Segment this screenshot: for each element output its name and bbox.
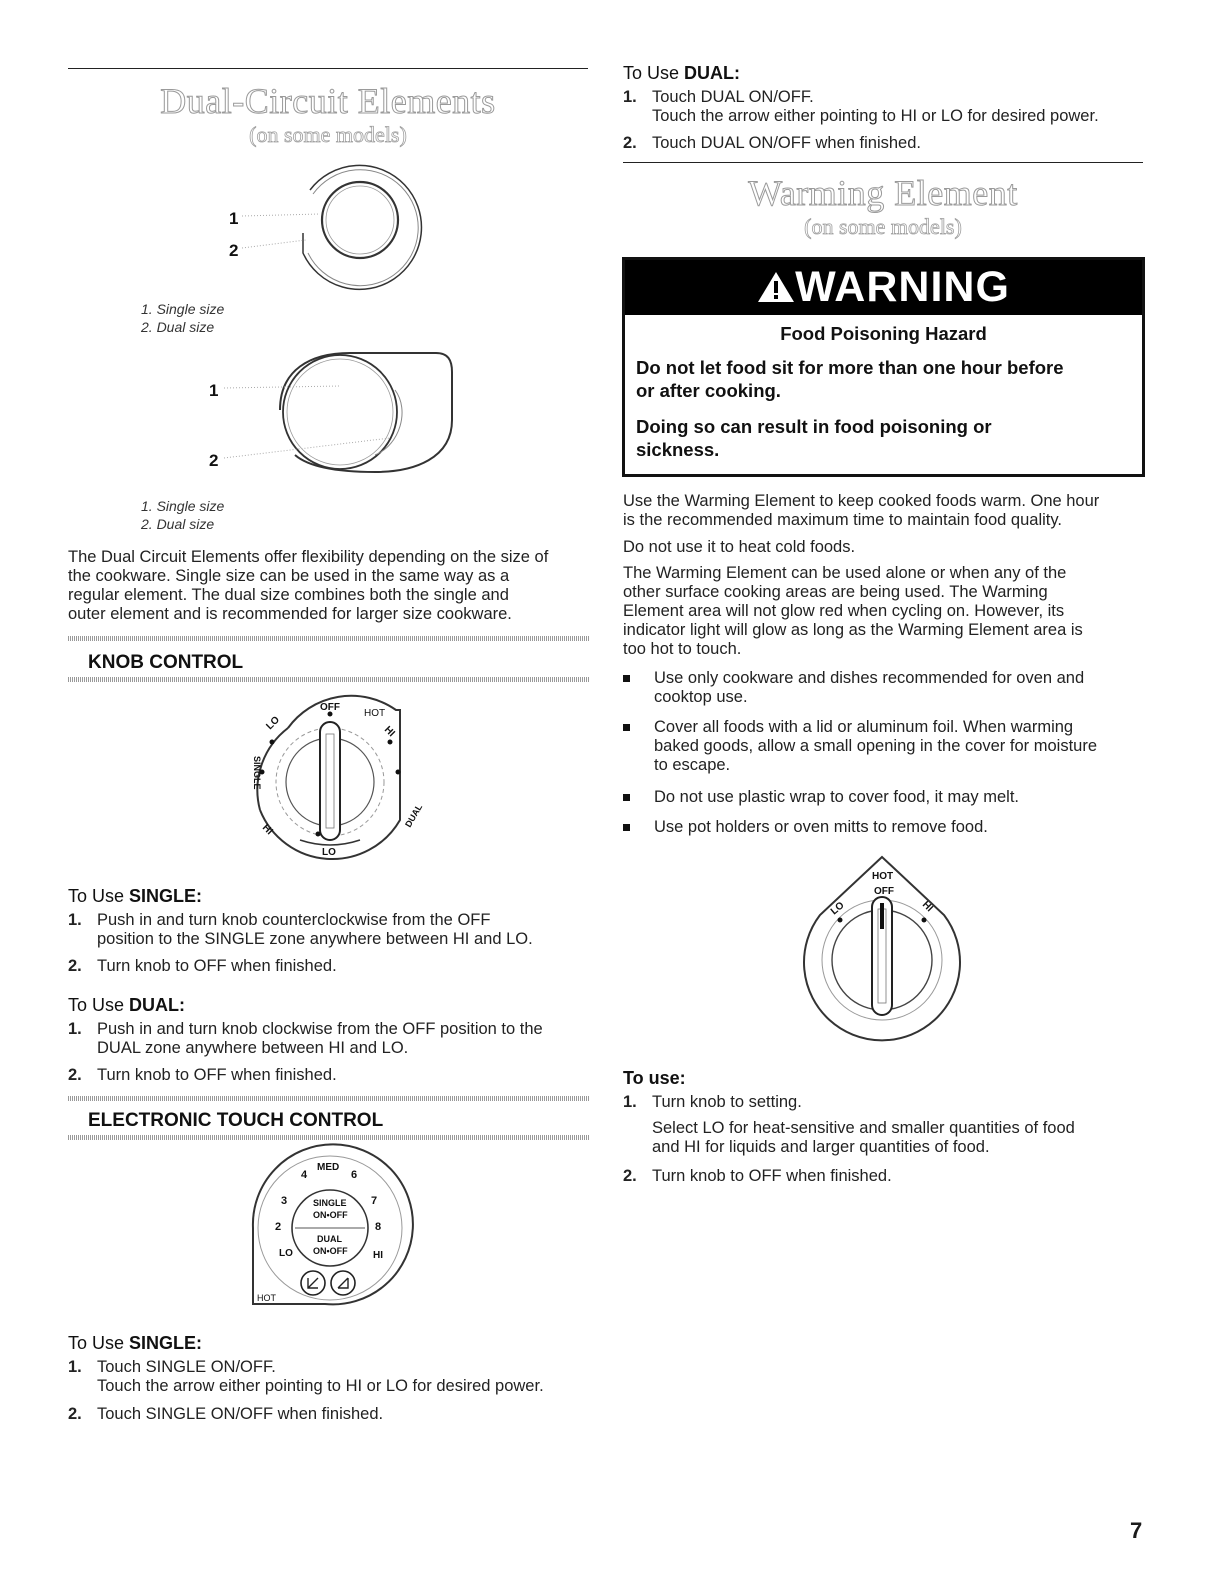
warning-line: Doing so can result in food poisoning or xyxy=(636,416,992,437)
touch-2: 2 xyxy=(275,1221,282,1233)
heading-keyword: SINGLE: xyxy=(129,886,203,906)
touch-4: 4 xyxy=(301,1169,308,1181)
heading-prefix: To Use xyxy=(623,63,685,83)
bullet-line: baked goods, allow a small opening in the cover for moisture xyxy=(654,737,1097,755)
step-number: 1. xyxy=(623,1093,637,1111)
right-top-rule xyxy=(623,162,1143,163)
knob-section-rule-top xyxy=(68,636,590,641)
bullet-square-icon xyxy=(623,675,630,682)
step-text: Select LO for heat-sensitive and smaller quantities of food xyxy=(652,1119,1075,1137)
step-number: 2. xyxy=(68,1405,82,1423)
para-line: Element area will not glow red when cycling on. However, its xyxy=(623,602,1065,620)
warning-message-1 xyxy=(636,356,1064,402)
fig2-caption-2: 2. Dual size xyxy=(141,516,215,532)
dual-step-2 xyxy=(68,1066,588,1086)
to-use-single-heading xyxy=(68,886,202,907)
para-line: indicator light will glow as long as the Warming Element area is xyxy=(623,621,1083,639)
knob-control-dial xyxy=(240,700,425,870)
warming-step-1 xyxy=(623,1093,1153,1157)
knob-hi-label-right: HI xyxy=(381,724,397,740)
step-text: Touch SINGLE ON/OFF. xyxy=(97,1358,276,1376)
heading-prefix: To Use xyxy=(68,995,130,1015)
page-number: 7 xyxy=(1130,1518,1143,1543)
bullet-line: cooktop use. xyxy=(654,688,748,706)
bullet-square-icon xyxy=(623,724,630,731)
para-line: other surface cooking areas are being used. The Warming xyxy=(623,583,1048,601)
para-line: The Warming Element can be used alone or when any of the xyxy=(623,564,1067,582)
knob-dual-label: DUAL xyxy=(403,802,425,829)
fig2-caption-1: 1. Single size xyxy=(141,498,225,514)
bullet-item xyxy=(623,718,1153,778)
to-use-warming-heading: To use: xyxy=(623,1068,686,1088)
single-touch-step-1 xyxy=(68,1358,608,1398)
touch-7: 7 xyxy=(371,1195,378,1207)
warming-knob-hi: HI xyxy=(919,899,935,915)
left-top-rule xyxy=(68,68,588,69)
step-number: 2. xyxy=(68,957,82,975)
para-line: is the recommended maximum time to maintain food quality. xyxy=(623,511,1062,529)
touch-dual-onoff: ON•OFF xyxy=(313,1246,348,1256)
warming-para-3 xyxy=(623,564,1153,659)
food-poisoning-warning xyxy=(622,257,1145,477)
warming-knob-hot: HOT xyxy=(872,871,894,882)
intro-line: The Dual Circuit Elements offer flexibility depending on the size of xyxy=(68,548,549,566)
touch-hi: HI xyxy=(373,1250,383,1261)
warning-header xyxy=(625,260,1142,315)
dual-touch-step-1 xyxy=(623,88,1163,128)
bullet-line: Do not use plastic wrap to cover food, it may melt. xyxy=(654,788,1019,806)
heading-keyword: DUAL: xyxy=(129,995,186,1015)
single-step-1 xyxy=(68,911,588,951)
step-text: position to the SINGLE zone anywhere between HI and LO. xyxy=(97,930,533,948)
touch-3: 3 xyxy=(281,1195,288,1207)
intro-line: the cookware. Single size can be used in the same way as a xyxy=(68,567,510,585)
fig2-callout-2: 2 xyxy=(209,451,219,470)
to-use-dual-touch-heading xyxy=(623,63,740,84)
fig1-callout-1: 1 xyxy=(229,209,239,228)
knob-lo-label: LO xyxy=(322,847,336,858)
warning-hazard: Food Poisoning Hazard xyxy=(780,323,987,344)
fig1-caption xyxy=(141,300,224,336)
warming-knob-off: OFF xyxy=(874,886,894,897)
step-number: 1. xyxy=(68,1020,82,1038)
step-text: Turn knob to setting. xyxy=(652,1093,802,1111)
step-text: Push in and turn knob counterclockwise from the OFF xyxy=(97,911,491,929)
bullet-line: Use only cookware and dishes recommended for oven and xyxy=(654,669,1085,687)
bullet-line: to escape. xyxy=(654,756,731,774)
step-text: Touch DUAL ON/OFF when finished. xyxy=(652,134,921,152)
heading-prefix: To Use xyxy=(68,886,130,906)
step-number: 2. xyxy=(623,1167,637,1185)
knob-lo-label-left: LO xyxy=(264,714,282,733)
heading-prefix: To Use xyxy=(68,1333,130,1353)
dual-circuit-subtitle: (on some models) xyxy=(249,122,407,147)
step-number: 1. xyxy=(68,911,82,929)
knob-hi-label: HI xyxy=(259,822,275,838)
knob-single-label: SINGLE xyxy=(252,756,262,790)
warming-knob-lo: LO xyxy=(828,899,847,918)
step-text: Touch SINGLE ON/OFF when finished. xyxy=(97,1405,384,1423)
fig2-callout-1: 1 xyxy=(209,381,219,400)
intro-line: regular element. The dual size combines both the single and xyxy=(68,586,509,604)
step-number: 2. xyxy=(68,1066,82,1084)
touch-hot: HOT xyxy=(257,1293,276,1303)
single-touch-step-2 xyxy=(68,1405,588,1425)
warning-line: sickness. xyxy=(636,439,720,460)
knob-control-heading: KNOB CONTROL xyxy=(88,652,244,673)
warming-step-2 xyxy=(623,1167,1143,1187)
warming-element-knob-dial xyxy=(800,855,965,1035)
touch-dual-label: DUAL xyxy=(317,1234,342,1244)
para-line: Use the Warming Element to keep cooked foods warm. One hour xyxy=(623,492,1100,510)
step-text: Touch DUAL ON/OFF. xyxy=(652,88,814,106)
bullet-item xyxy=(623,818,1153,838)
heading-keyword: SINGLE: xyxy=(129,1333,203,1353)
single-step-2 xyxy=(68,957,588,977)
fig2-caption xyxy=(141,497,224,533)
warning-line: or after cooking. xyxy=(636,380,781,401)
touch-8: 8 xyxy=(375,1221,382,1233)
knob-section-rule-bottom xyxy=(68,677,590,682)
touch-6: 6 xyxy=(351,1169,358,1181)
warning-line: Do not let food sit for more than one hour before xyxy=(636,357,1064,378)
warning-header-text: WARNING xyxy=(795,263,1010,311)
warning-triangle-icon xyxy=(757,270,795,304)
warming-para-1 xyxy=(623,492,1153,530)
fig1-caption-2: 2. Dual size xyxy=(141,319,215,335)
touch-med: MED xyxy=(317,1162,340,1173)
step-number: 1. xyxy=(623,88,637,106)
knob-hot-label: HOT xyxy=(364,708,386,719)
warming-element-title: Warming Element xyxy=(748,173,1018,213)
fig1-callout-2: 2 xyxy=(229,241,239,260)
step-text: Turn knob to OFF when finished. xyxy=(97,957,337,975)
bullet-item xyxy=(623,788,1153,808)
dual-element-oval-diagram xyxy=(200,350,460,480)
etc-section-rule-top xyxy=(68,1096,590,1101)
step-text: DUAL zone anywhere between HI and LO. xyxy=(97,1039,409,1057)
bullet-square-icon xyxy=(623,824,630,831)
intro-line: outer element and is recommended for larger size cookware. xyxy=(68,605,512,623)
electronic-touch-control-heading: ELECTRONIC TOUCH CONTROL xyxy=(88,1110,384,1131)
dual-element-round-diagram xyxy=(220,158,440,294)
step-text: Touch the arrow either pointing to HI or LO for desired power. xyxy=(652,107,1099,125)
step-text: Turn knob to OFF when finished. xyxy=(97,1066,337,1084)
bullet-line: Cover all foods with a lid or aluminum foil. When warming xyxy=(654,718,1074,736)
warming-element-subtitle: (on some models) xyxy=(804,214,962,239)
knob-off-label: OFF xyxy=(320,702,340,713)
step-text: and HI for liquids and larger quantities of food. xyxy=(652,1138,990,1156)
touch-single-label: SINGLE xyxy=(313,1198,347,1208)
warning-message-2 xyxy=(636,415,992,461)
heading-keyword: DUAL: xyxy=(684,63,741,83)
to-use-dual-heading xyxy=(68,995,185,1016)
step-text: Touch the arrow either pointing to HI or LO for desired power. xyxy=(97,1377,544,1395)
dual-circuit-title: Dual-Circuit Elements xyxy=(160,81,496,121)
touch-single-onoff: ON•OFF xyxy=(313,1210,348,1220)
dual-step-1 xyxy=(68,1020,593,1060)
bullet-item xyxy=(623,669,1153,709)
step-text: Push in and turn knob clockwise from the OFF position to the xyxy=(97,1020,543,1038)
to-use-single-touch-heading xyxy=(68,1333,202,1354)
touch-lo: LO xyxy=(279,1248,293,1259)
dual-touch-step-2 xyxy=(623,134,1143,154)
etc-section-rule-bottom xyxy=(68,1135,590,1140)
para-line: too hot to touch. xyxy=(623,640,742,658)
electronic-touch-control-diagram xyxy=(245,1148,415,1308)
bullet-line: Use pot holders or oven mitts to remove food. xyxy=(654,818,988,836)
dual-circuit-intro xyxy=(68,548,593,624)
bullet-square-icon xyxy=(623,794,630,801)
step-number: 1. xyxy=(68,1358,82,1376)
fig1-caption-1: 1. Single size xyxy=(141,301,225,317)
warming-para-2: Do not use it to heat cold foods. xyxy=(623,538,856,556)
step-text: Turn knob to OFF when finished. xyxy=(652,1167,892,1185)
step-number: 2. xyxy=(623,134,637,152)
